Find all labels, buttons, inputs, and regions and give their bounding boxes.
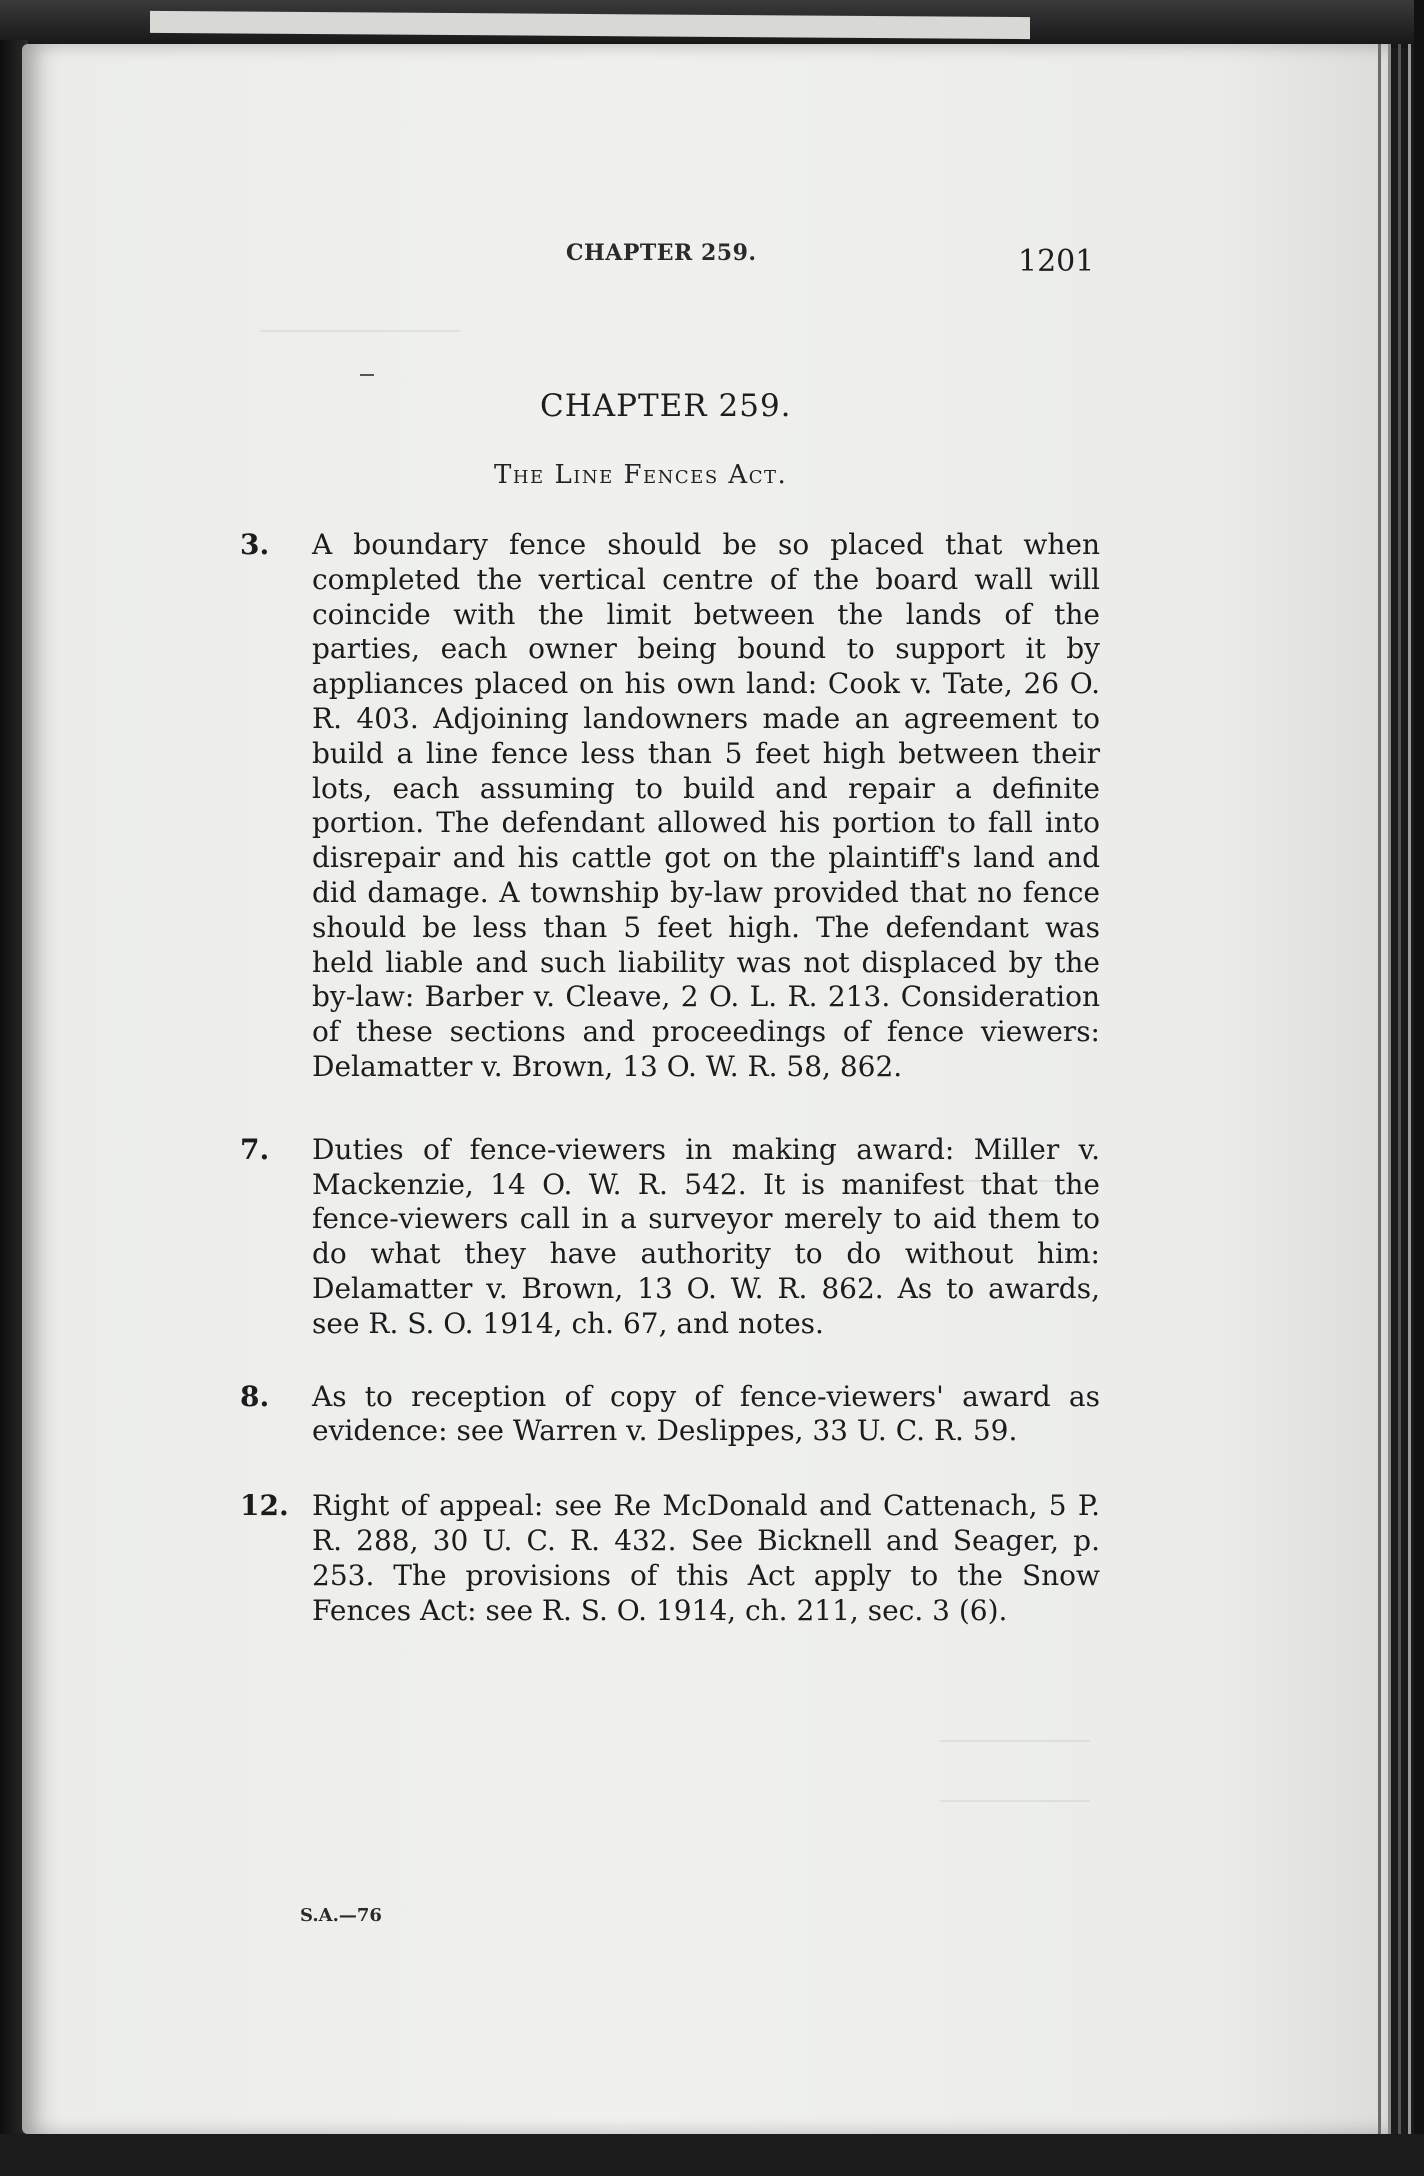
note-text: Right of appeal: see Re McDonald and Cattenach, 5 P. R. 288, 30 U. C. R. 432. See Bicknell and Seager, p. 253. The provisions of this Act apply to the Snow Fences Act: see R. S. O. 1914, ch. 211, sec. 3 (6). bbox=[312, 1489, 1100, 1627]
show-through-line bbox=[940, 1800, 1090, 1802]
note-text: As to reception of copy of fence-viewers' award as evidence: see Warren v. Deslippes, 33 U. C. R. 59. bbox=[312, 1379, 1100, 1448]
page-stack-edge bbox=[1398, 44, 1401, 2134]
note-section-12 bbox=[240, 1489, 1100, 1628]
note-text: Duties of fence-viewers in making award: Miller v. Mackenzie, 14 O. W. R. 542. It is manifest that the fence-viewers call in a surveyor merely to aid them to do what they have authority to do without him: Delamatter v. Brown, 13 O. W. R. 862. As to awards, see R. S. O. 1914, ch. 67, and notes. bbox=[312, 1132, 1100, 1340]
chapter-heading: CHAPTER 259. bbox=[540, 388, 792, 424]
book-right-shadow bbox=[1414, 0, 1424, 2176]
dash-mark bbox=[360, 374, 374, 376]
note-number: 8. bbox=[240, 1379, 270, 1413]
book-bottom-edge bbox=[0, 2134, 1424, 2176]
note-section-3 bbox=[240, 528, 1100, 1085]
note-section-8 bbox=[240, 1380, 1100, 1450]
note-text: A boundary fence should be so placed that when completed the vertical centre of the board wall will coincide with the limit between the lands of the parties, each owner being bound to support it by appliances placed on his own land: Cook v. Tate, 26 O. R. 403. Adjoining landowners made an agreement to build a line fence less than 5 feet high between their lots, each assuming to build and repair a definite portion. The defendant allowed his portion to fall into disrepair and his cattle got on the plaintiff's land and did damage. A township by-law provided that no fence should be less than 5 feet high. The defendant was held liable and such liability was not displaced by the by-law: Barber v. Cleave, 2 O. L. R. 213. Consideration of these sections and proceedings of fence viewers: Delamatter v. Brown, 13 O. W. R. 58, 862. bbox=[312, 528, 1100, 1083]
note-section-7 bbox=[240, 1133, 1100, 1342]
page-stack-edge bbox=[1408, 44, 1411, 2134]
running-head: CHAPTER 259. bbox=[566, 240, 757, 266]
page-stack-edge bbox=[1378, 44, 1381, 2134]
note-number: 7. bbox=[240, 1132, 270, 1166]
show-through-line bbox=[260, 330, 460, 332]
show-through-line bbox=[940, 1740, 1090, 1742]
act-title: The Line Fences Act. bbox=[494, 460, 788, 490]
section-notes bbox=[240, 528, 1100, 1628]
page-number: 1201 bbox=[1018, 244, 1095, 279]
signature-mark: S.A.—76 bbox=[300, 1905, 382, 1926]
note-number: 3. bbox=[240, 528, 270, 561]
page-stack-edge bbox=[1388, 44, 1391, 2134]
note-number: 12. bbox=[240, 1489, 289, 1523]
